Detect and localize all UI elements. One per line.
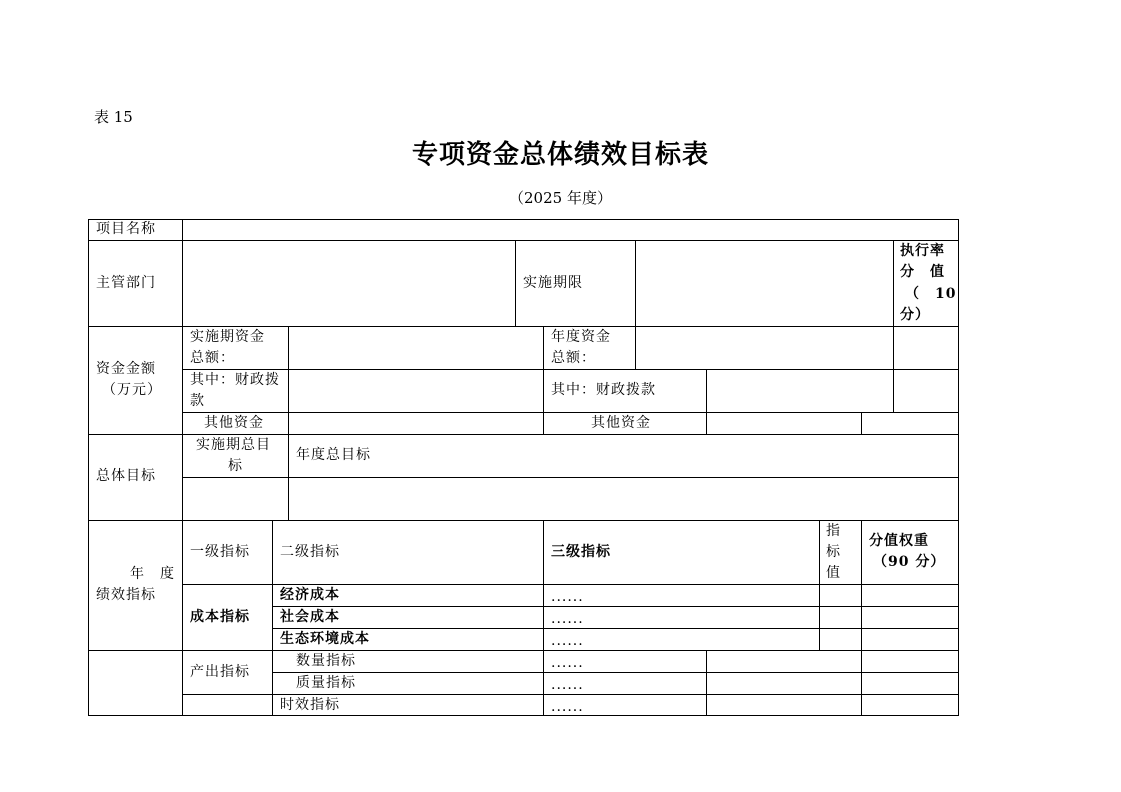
table-line (272, 672, 958, 673)
quantity-label: 数量指标 (296, 653, 356, 669)
table-line (288, 326, 289, 521)
table-line (706, 650, 707, 716)
period-total-label-2: 总额： (190, 350, 235, 366)
social-cost-label: 社会成本 (280, 609, 340, 625)
annual-total-label: 年度资金 (551, 329, 611, 345)
table-label: 表 15 (94, 108, 133, 126)
table-line (88, 240, 958, 241)
table-line (272, 628, 958, 629)
table-line (88, 650, 958, 651)
ellipsis-text: ...... (551, 633, 584, 649)
table-line (543, 520, 544, 716)
other-funds-annual-label: 其他资金 (591, 415, 651, 431)
table-line (893, 240, 894, 413)
indicator-value-header-3: 值 (826, 565, 841, 581)
fiscal-label: 其中：财政拨 (190, 372, 280, 388)
table-line (88, 219, 958, 220)
period-goal-label: 实施期总目 (196, 437, 271, 453)
table-line (272, 520, 273, 716)
score-label-line: 分 值 (900, 264, 945, 280)
period-goal-label-2: 标 (228, 458, 243, 474)
page-title: 专项资金总体绩效目标表 (411, 140, 709, 170)
ellipsis-text: ...... (551, 699, 584, 715)
funds-unit-label: （万元） (102, 382, 162, 398)
period-label: 实施期限 (523, 275, 583, 291)
weight-header-2: （90 分） (873, 554, 946, 570)
score-label-line: 分） (900, 307, 930, 323)
fiscal-label-2: 款 (190, 393, 205, 409)
table-line (958, 219, 959, 716)
project-name-label: 项目名称 (96, 221, 156, 237)
overall-goal-label: 总体目标 (96, 468, 156, 484)
economic-cost-label: 经济成本 (280, 587, 340, 603)
table-line (515, 240, 516, 326)
table-line (861, 520, 862, 716)
indicator-value-header-2: 标 (826, 544, 841, 560)
annual-goal-label: 年度总目标 (296, 447, 371, 463)
annual-perf-label: 年 度 (130, 566, 175, 582)
ellipsis-text: ...... (551, 611, 584, 627)
timeliness-label: 时效指标 (280, 697, 340, 713)
score-label-line: （ 10 (905, 286, 957, 302)
annual-total-label-2: 总额： (551, 350, 596, 366)
fiscal-annual-label: 其中：财政拨款 (551, 382, 656, 398)
year-subtitle: （2025 年度） (509, 189, 612, 207)
table-line (182, 219, 183, 716)
level3-header: 三级指标 (551, 544, 611, 560)
table-line (861, 412, 862, 434)
period-total-label: 实施期资金 (190, 329, 265, 345)
funds-label: 资金金额 (96, 361, 156, 377)
ellipsis-text: ...... (551, 589, 584, 605)
score-label-line: 执行率 (900, 243, 945, 259)
table-line (182, 477, 958, 478)
table-line (635, 240, 636, 370)
table-line (182, 369, 958, 370)
cost-indicator-label: 成本指标 (190, 609, 250, 625)
table-line (272, 606, 958, 607)
ellipsis-text: ...... (551, 655, 584, 671)
table-line (182, 412, 958, 413)
output-indicator-label: 产出指标 (190, 664, 250, 680)
table-line (88, 219, 89, 716)
annual-perf-label-2: 绩效指标 (96, 587, 156, 603)
level2-header: 二级指标 (280, 544, 340, 560)
table-line (88, 715, 958, 716)
indicator-value-header: 指 (826, 523, 841, 539)
table-line (706, 369, 707, 434)
other-funds-label: 其他资金 (204, 415, 264, 431)
quality-label: 质量指标 (296, 675, 356, 691)
table-line (819, 520, 820, 650)
level1-header: 一级指标 (190, 544, 250, 560)
table-line (543, 326, 544, 434)
ellipsis-text: ...... (551, 677, 584, 693)
weight-header: 分值权重 (869, 533, 929, 549)
eco-cost-label: 生态环境成本 (280, 631, 370, 647)
department-label: 主管部门 (96, 275, 156, 291)
